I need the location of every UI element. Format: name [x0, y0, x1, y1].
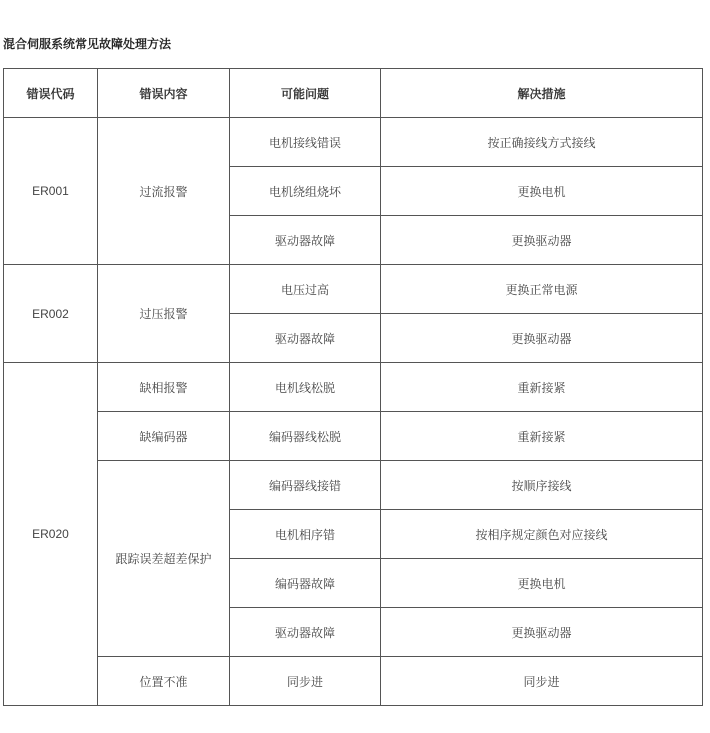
- error-content-cell: 过流报警: [98, 118, 230, 265]
- fault-table: [3, 68, 703, 706]
- table-row: [4, 363, 703, 412]
- table-row: [4, 118, 703, 167]
- solution-cell: 按正确接线方式接线: [381, 118, 703, 167]
- error-content-cell: 缺相报警: [98, 363, 230, 412]
- problem-cell: 同步进: [230, 657, 381, 706]
- header-possible-problem: 可能问题: [230, 69, 381, 118]
- problem-cell: 驱动器故障: [230, 314, 381, 363]
- table-header-row: [4, 69, 703, 118]
- problem-cell: 编码器线接错: [230, 461, 381, 510]
- solution-cell: 更换驱动器: [381, 314, 703, 363]
- solution-cell: 更换驱动器: [381, 216, 703, 265]
- solution-cell: 同步进: [381, 657, 703, 706]
- page-title: 混合伺服系统常见故障处理方法: [3, 37, 172, 51]
- error-code-cell: ER002: [4, 265, 98, 363]
- problem-cell: 驱动器故障: [230, 608, 381, 657]
- problem-cell: 电机相序错: [230, 510, 381, 559]
- header-error-content: 错误内容: [98, 69, 230, 118]
- solution-cell: 重新接紧: [381, 412, 703, 461]
- problem-cell: 电机绕组烧坏: [230, 167, 381, 216]
- error-content-cell: 跟踪误差超差保护: [98, 461, 230, 657]
- table-row: [4, 412, 703, 461]
- solution-cell: 按相序规定颜色对应接线: [381, 510, 703, 559]
- solution-cell: 更换正常电源: [381, 265, 703, 314]
- error-content-cell: 过压报警: [98, 265, 230, 363]
- table-row: [4, 265, 703, 314]
- table-row: [4, 657, 703, 706]
- header-error-code: 错误代码: [4, 69, 98, 118]
- error-code-cell: ER001: [4, 118, 98, 265]
- table-row: [4, 461, 703, 510]
- error-content-cell: 位置不准: [98, 657, 230, 706]
- problem-cell: 电压过高: [230, 265, 381, 314]
- problem-cell: 编码器故障: [230, 559, 381, 608]
- solution-cell: 更换电机: [381, 559, 703, 608]
- problem-cell: 电机线松脱: [230, 363, 381, 412]
- error-content-cell: 缺编码器: [98, 412, 230, 461]
- problem-cell: 驱动器故障: [230, 216, 381, 265]
- problem-cell: 编码器线松脱: [230, 412, 381, 461]
- solution-cell: 更换电机: [381, 167, 703, 216]
- solution-cell: 按顺序接线: [381, 461, 703, 510]
- problem-cell: 电机接线错误: [230, 118, 381, 167]
- solution-cell: 更换驱动器: [381, 608, 703, 657]
- error-code-cell: ER020: [4, 363, 98, 706]
- header-solution: 解决措施: [381, 69, 703, 118]
- solution-cell: 重新接紧: [381, 363, 703, 412]
